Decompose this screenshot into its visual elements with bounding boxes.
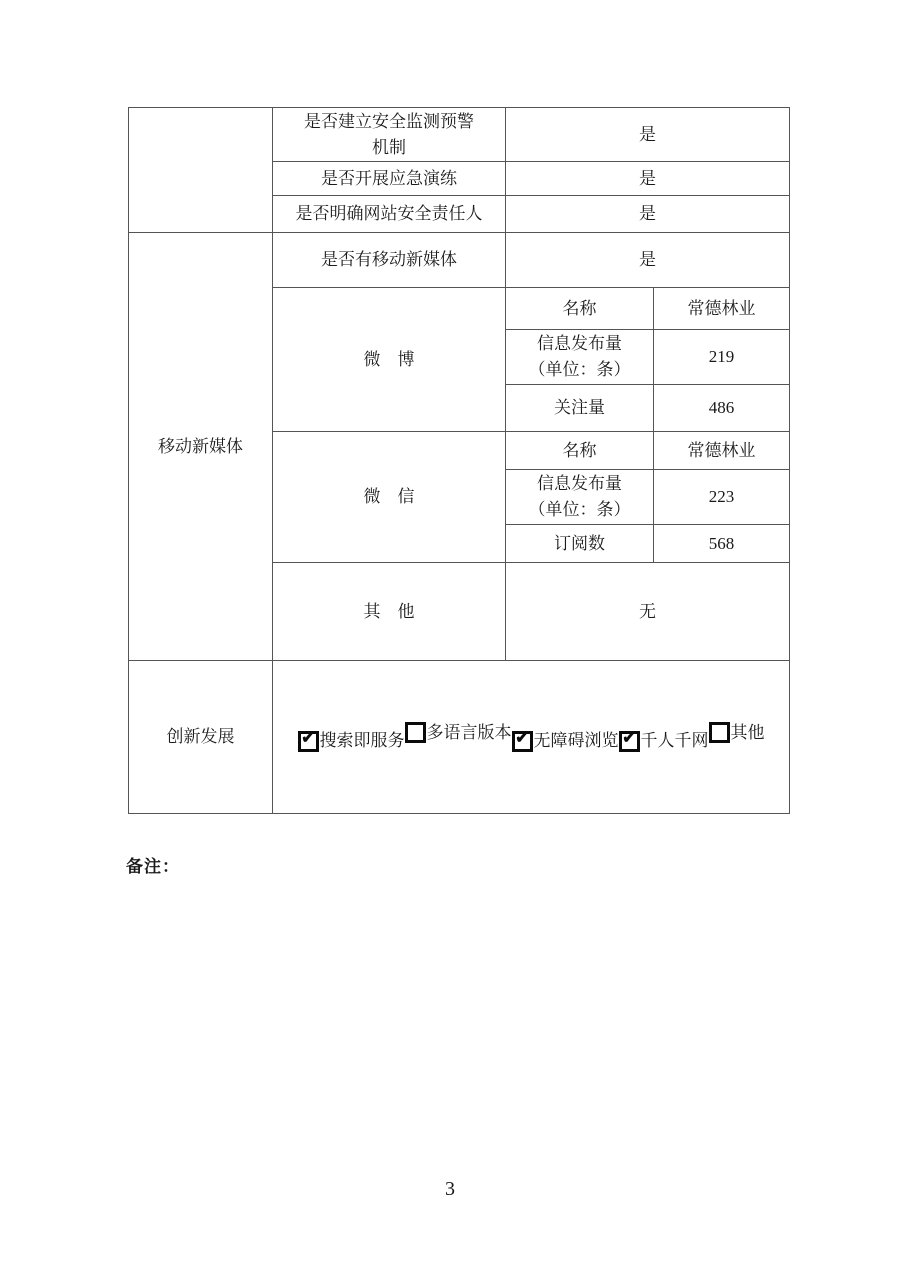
label-line: 信息发布量 [537, 334, 622, 353]
label-line: （单位：条） [528, 360, 631, 379]
table-row [129, 661, 790, 814]
section-header-cell-innovation: 创新发展 [129, 661, 273, 814]
notes-label: 备注： [126, 857, 180, 876]
label-line: （单位：条） [528, 500, 631, 519]
checkbox-icon [405, 722, 426, 743]
sublabel-cell [506, 330, 654, 385]
label-cell [273, 108, 506, 162]
innovation-option [405, 720, 512, 746]
value-cell: 无 [506, 563, 790, 661]
table-row [129, 108, 790, 162]
option-label: 搜索即服务 [319, 731, 405, 751]
value-cell: 219 [654, 330, 790, 385]
sublabel-cell: 订阅数 [506, 525, 654, 563]
section-header-cell-mobile-media: 移动新媒体 [129, 233, 273, 661]
sublabel-cell: 名称 [506, 432, 654, 470]
sublabel-cell: 名称 [506, 288, 654, 330]
other-label-cell: 其 他 [273, 563, 506, 661]
label-cell: 是否开展应急演练 [273, 162, 506, 196]
checkbox-icon [512, 731, 533, 752]
value-cell: 常德林业 [654, 432, 790, 470]
page-number: 3 [445, 1178, 455, 1200]
label-line: 是否建立安全监测预警 [304, 111, 474, 131]
value-cell: 是 [506, 196, 790, 233]
value-cell: 常德林业 [654, 288, 790, 330]
weibo-label-cell: 微 博 [273, 288, 506, 432]
option-label: 千人千网 [640, 731, 709, 751]
innovation-options-cell [273, 661, 790, 814]
value-cell: 是 [506, 108, 790, 162]
value-cell: 486 [654, 385, 790, 432]
innovation-option [298, 728, 405, 754]
annual-report-table [128, 107, 790, 814]
innovation-option [619, 728, 709, 754]
checkbox-icon [709, 722, 730, 743]
label-line: 信息发布量 [537, 474, 622, 493]
value-cell: 是 [506, 233, 790, 288]
sublabel-cell: 关注量 [506, 385, 654, 432]
label-cell: 是否明确网站安全责任人 [273, 196, 506, 233]
label-cell: 是否有移动新媒体 [273, 233, 506, 288]
value-cell: 568 [654, 525, 790, 563]
option-label: 多语言版本 [426, 722, 512, 742]
label-line: 机制 [372, 137, 406, 157]
option-label: 无障碍浏览 [533, 731, 619, 751]
sublabel-cell [506, 470, 654, 525]
wechat-label-cell: 微 信 [273, 432, 506, 563]
checkbox-icon [298, 731, 319, 752]
value-cell: 是 [506, 162, 790, 196]
value-cell: 223 [654, 470, 790, 525]
option-label: 其他 [730, 722, 765, 742]
checkbox-icon [619, 731, 640, 752]
innovation-option [512, 728, 619, 754]
innovation-option [709, 720, 765, 746]
table-row [129, 233, 790, 288]
section-header-cell-empty [129, 108, 273, 233]
